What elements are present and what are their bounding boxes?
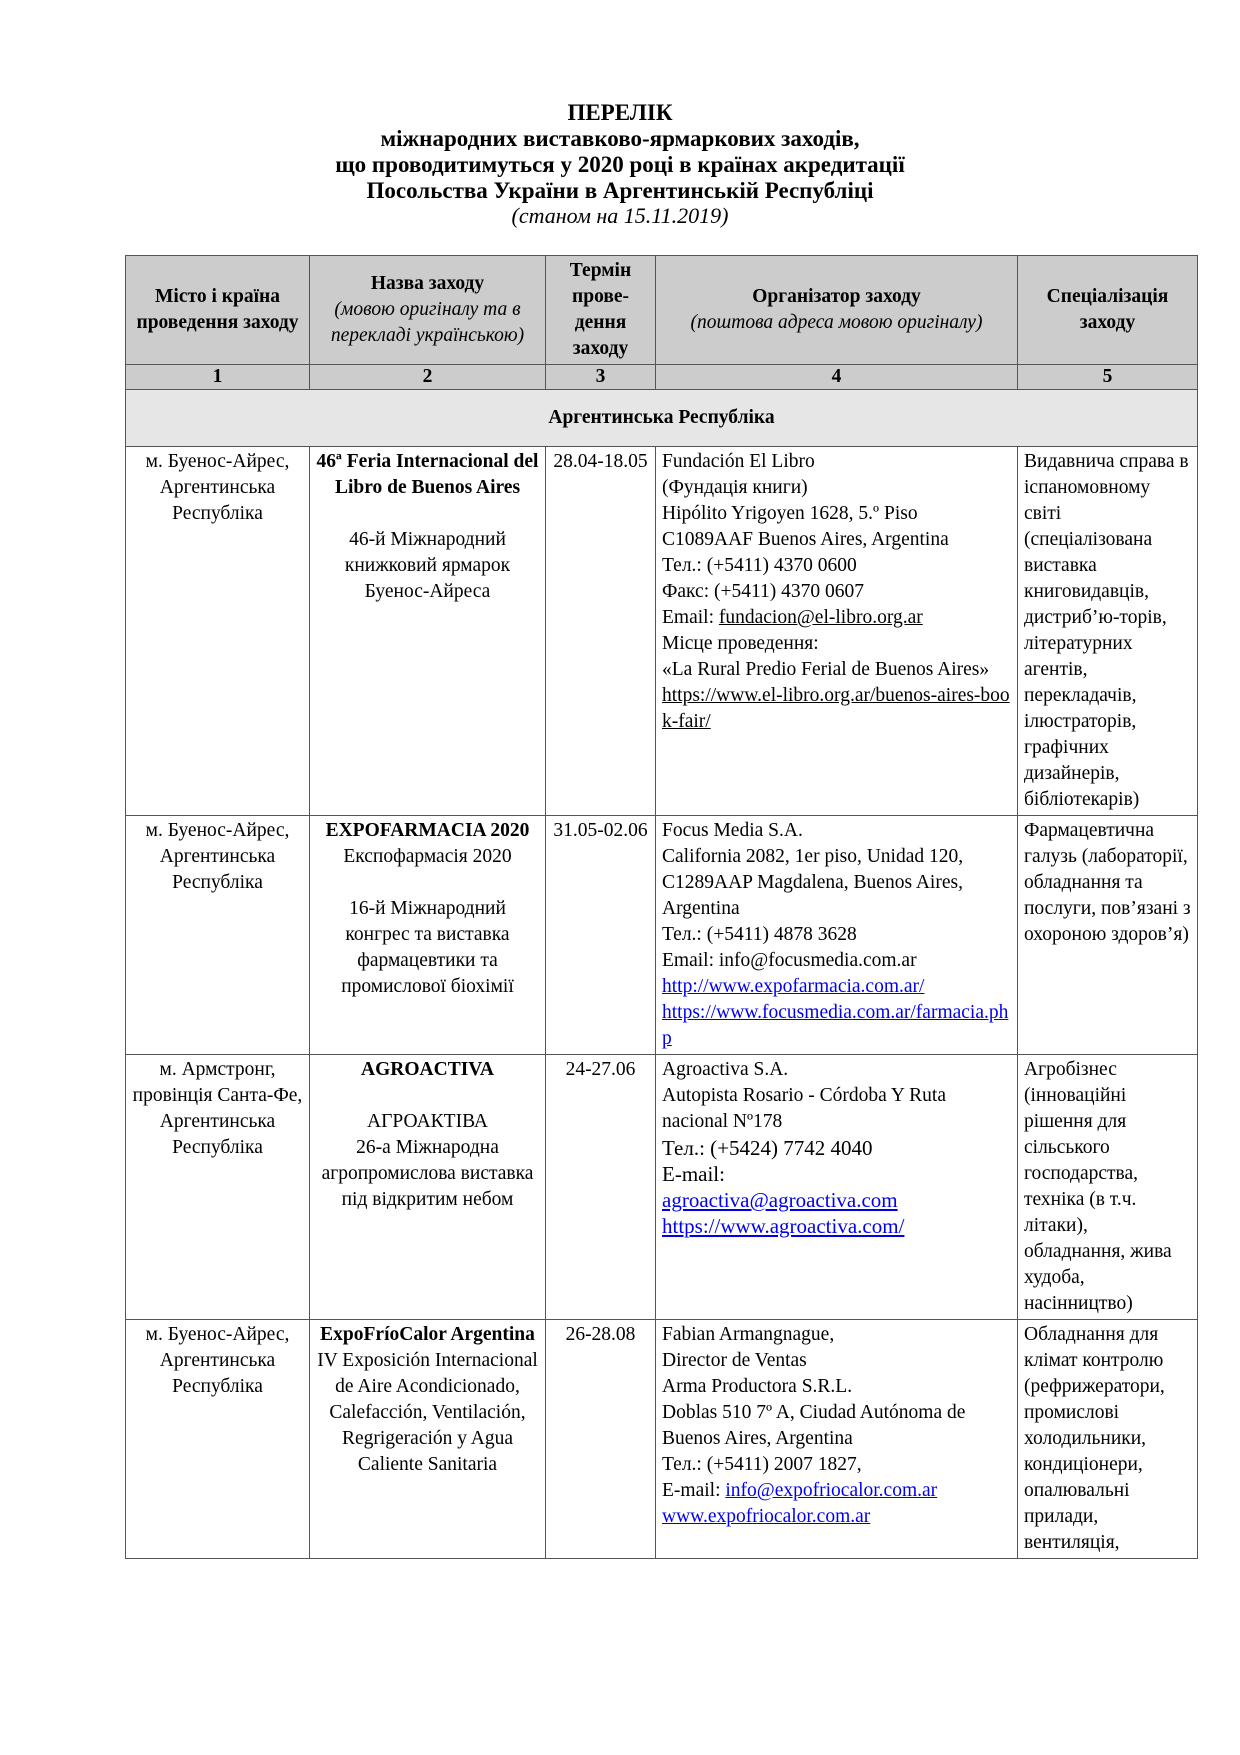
cell-dates: 24-27.06 xyxy=(546,1055,656,1320)
organizer-phone: Тел.: (+5411) 4878 3628 xyxy=(662,924,857,945)
title-line-2: міжнародних виставково-ярмаркових заходів, xyxy=(380,126,860,151)
event-translation: IV Exposición Internacional de Aire Acondicionado, Calefacción, Ventilación, Regrigeración y Agua Caliente Sanitaria xyxy=(317,1350,538,1475)
header-organizer-label: Організатор заходу xyxy=(752,286,921,307)
table-row xyxy=(126,1320,1198,1559)
website-link[interactable]: www.expofriocalor.com.ar xyxy=(662,1506,871,1527)
title-line-3: що проводитимуться у 2020 році в країнах акредитації xyxy=(335,152,905,177)
header-event-note: (мовою оригіналу та в перекладі українською) xyxy=(330,299,525,346)
cell-organizer xyxy=(656,816,1018,1055)
venue-label: Місце проведення: xyxy=(662,633,819,654)
organizer-address: California 2082, 1er piso, Unidad 120, C1289AAP Magdalena, Buenos Aires, Argentina xyxy=(662,846,964,919)
venue-name: «La Rural Predio Ferial de Buenos Aires» xyxy=(662,659,990,680)
organizer-phone: Тел.: (+5411) 2007 1827, xyxy=(662,1454,862,1475)
organizer-email-line xyxy=(662,1478,1011,1504)
header-organizer xyxy=(656,256,1018,365)
cell-specialization: Видавнича справа в іспаномовному світі (спеціалізована виставка книговидавців, дистриб’ю-торів, літературних агентів, перекладачів, ілюстраторів, графічних дизайнерів, бібліотекарів) xyxy=(1018,447,1198,816)
header-specialization xyxy=(1018,256,1198,365)
organizer-name: Fabian Armangnague, xyxy=(662,1324,835,1345)
event-subtitle: АГРОАКТІВА xyxy=(367,1111,488,1132)
cell-specialization: Обладнання для клімат контролю (рефрижератори, промислові холодильники, кондиціонери, опалювальні прилади, вентиляція, xyxy=(1018,1320,1198,1559)
header-specialization-label: Спеціалізація заходу xyxy=(1046,286,1169,333)
cell-organizer xyxy=(656,447,1018,816)
event-title: EXPOFARMACIA 2020 xyxy=(325,820,530,841)
organizer-email-line: Email: info@focusmedia.com.ar xyxy=(662,950,917,971)
header-city xyxy=(126,256,310,365)
website-link-2[interactable]: https://www.focusmedia.com.ar/farmacia.php xyxy=(662,1002,1009,1049)
cell-city: м. Буенос-Айрес, Аргентинська Республіка xyxy=(126,447,310,816)
cell-event xyxy=(310,816,546,1055)
email-link[interactable]: agroactiva@agroactiva.com xyxy=(662,1188,898,1212)
cell-dates: 26-28.08 xyxy=(546,1320,656,1559)
col-num-1: 1 xyxy=(126,365,310,390)
table-row xyxy=(126,1055,1198,1320)
website-link[interactable]: https://www.el-libro.org.ar/buenos-aires-book-fair/ xyxy=(662,685,1010,732)
email-label: E-mail: xyxy=(662,1480,726,1501)
cell-organizer xyxy=(656,1055,1018,1320)
header-dates xyxy=(546,256,656,365)
header-dates-label: Термін прове-дення заходу xyxy=(569,260,632,359)
organizer-address: Doblas 510 7º A, Ciudad Autónoma de Buenos Aires, Argentina xyxy=(662,1402,966,1449)
organizer-address: Autopista Rosario - Córdoba Y Ruta nacional Nº178 xyxy=(662,1085,946,1132)
col-num-4: 4 xyxy=(656,365,1018,390)
cell-event xyxy=(310,1055,546,1320)
event-translation: 46-й Міжнародний книжковий ярмарок Буенос-Айреса xyxy=(344,529,511,602)
email-link[interactable]: fundacion@el-libro.org.ar xyxy=(718,607,923,628)
header-event-label: Назва заходу xyxy=(370,273,485,294)
column-number-row xyxy=(126,365,1198,390)
organizer-name: Focus Media S.A. xyxy=(662,820,803,841)
cell-specialization: Агробізнес (інноваційні рішення для сільського господарства, техніка (в т.ч. літаки), обладнання, жива худоба, насінництво) xyxy=(1018,1055,1198,1320)
organizer-email-line xyxy=(662,605,1011,631)
organizer-phone: Тел.: (+5411) 4370 0600 xyxy=(662,555,857,576)
event-title: AGROACTIVA xyxy=(361,1059,494,1080)
organizer-address-2: C1089AAF Buenos Aires, Argentina xyxy=(662,529,949,550)
cell-city: м. Армстронг, провінція Санта-Фе, Аргентинська Республіка xyxy=(126,1055,310,1320)
cell-dates: 28.04-18.05 xyxy=(546,447,656,816)
col-num-2: 2 xyxy=(310,365,546,390)
col-num-5: 5 xyxy=(1018,365,1198,390)
header-organizer-note: (поштова адреса мовою оригіналу) xyxy=(690,312,983,333)
organizer-company: Arma Productora S.R.L. xyxy=(662,1376,853,1397)
document-title xyxy=(0,100,1240,228)
organizer-name: Fundación El Libro xyxy=(662,451,815,472)
title-line-1: ПЕРЕЛІК xyxy=(567,100,673,125)
organizer-role: Director de Ventas xyxy=(662,1350,807,1371)
title-line-4: Посольства України в Аргентинській Республіці xyxy=(366,178,874,203)
event-title: 46ª Feria Internacional del Libro de Buenos Aires xyxy=(316,451,539,498)
header-city-label: Місто і країна проведення заходу xyxy=(136,286,299,333)
organizer-fax: Факс: (+5411) 4370 0607 xyxy=(662,581,865,602)
event-translation: 26-а Міжнародна агропромислова виставка під відкритим небом xyxy=(321,1137,534,1210)
event-translation: 16-й Міжнародний конгрес та виставка фармацевтики та промислової біохімії xyxy=(341,898,514,997)
section-country: Аргентинська Республіка xyxy=(126,390,1198,447)
cell-organizer xyxy=(656,1320,1018,1559)
organizer-name: Agroactiva S.A. xyxy=(662,1059,789,1080)
event-title: ExpoFríoCalor Argentina xyxy=(320,1324,535,1345)
email-label: E-mail: xyxy=(662,1162,725,1186)
cell-city: м. Буенос-Айрес, Аргентинська Республіка xyxy=(126,816,310,1055)
email-link[interactable]: info@expofriocalor.com.ar xyxy=(725,1480,938,1501)
organizer-address: Hipólito Yrigoyen 1628, 5.º Piso xyxy=(662,503,918,524)
organizer-phone: Тел.: (+5424) 7742 4040 xyxy=(662,1136,873,1160)
title-date: (станом на 15.11.2019) xyxy=(511,203,729,228)
events-table xyxy=(125,255,1198,1559)
header-event xyxy=(310,256,546,365)
website-link[interactable]: http://www.expofarmacia.com.ar/ xyxy=(662,976,925,997)
cell-event xyxy=(310,447,546,816)
website-link[interactable]: https://www.agroactiva.com/ xyxy=(662,1214,905,1238)
table-row xyxy=(126,816,1198,1055)
col-num-3: 3 xyxy=(546,365,656,390)
header-row xyxy=(126,256,1198,365)
cell-event xyxy=(310,1320,546,1559)
event-subtitle: Експофармасія 2020 xyxy=(343,846,512,867)
table-row xyxy=(126,447,1198,816)
organizer-name-translation: (Фундація книги) xyxy=(662,477,808,498)
section-row xyxy=(126,390,1198,447)
cell-specialization: Фармацевтична галузь (лабораторії, обладнання та послуги, пов’язані з охороною здоров’я) xyxy=(1018,816,1198,1055)
cell-city: м. Буенос-Айрес, Аргентинська Республіка xyxy=(126,1320,310,1559)
email-label: Email: xyxy=(662,607,719,628)
cell-dates: 31.05-02.06 xyxy=(546,816,656,1055)
